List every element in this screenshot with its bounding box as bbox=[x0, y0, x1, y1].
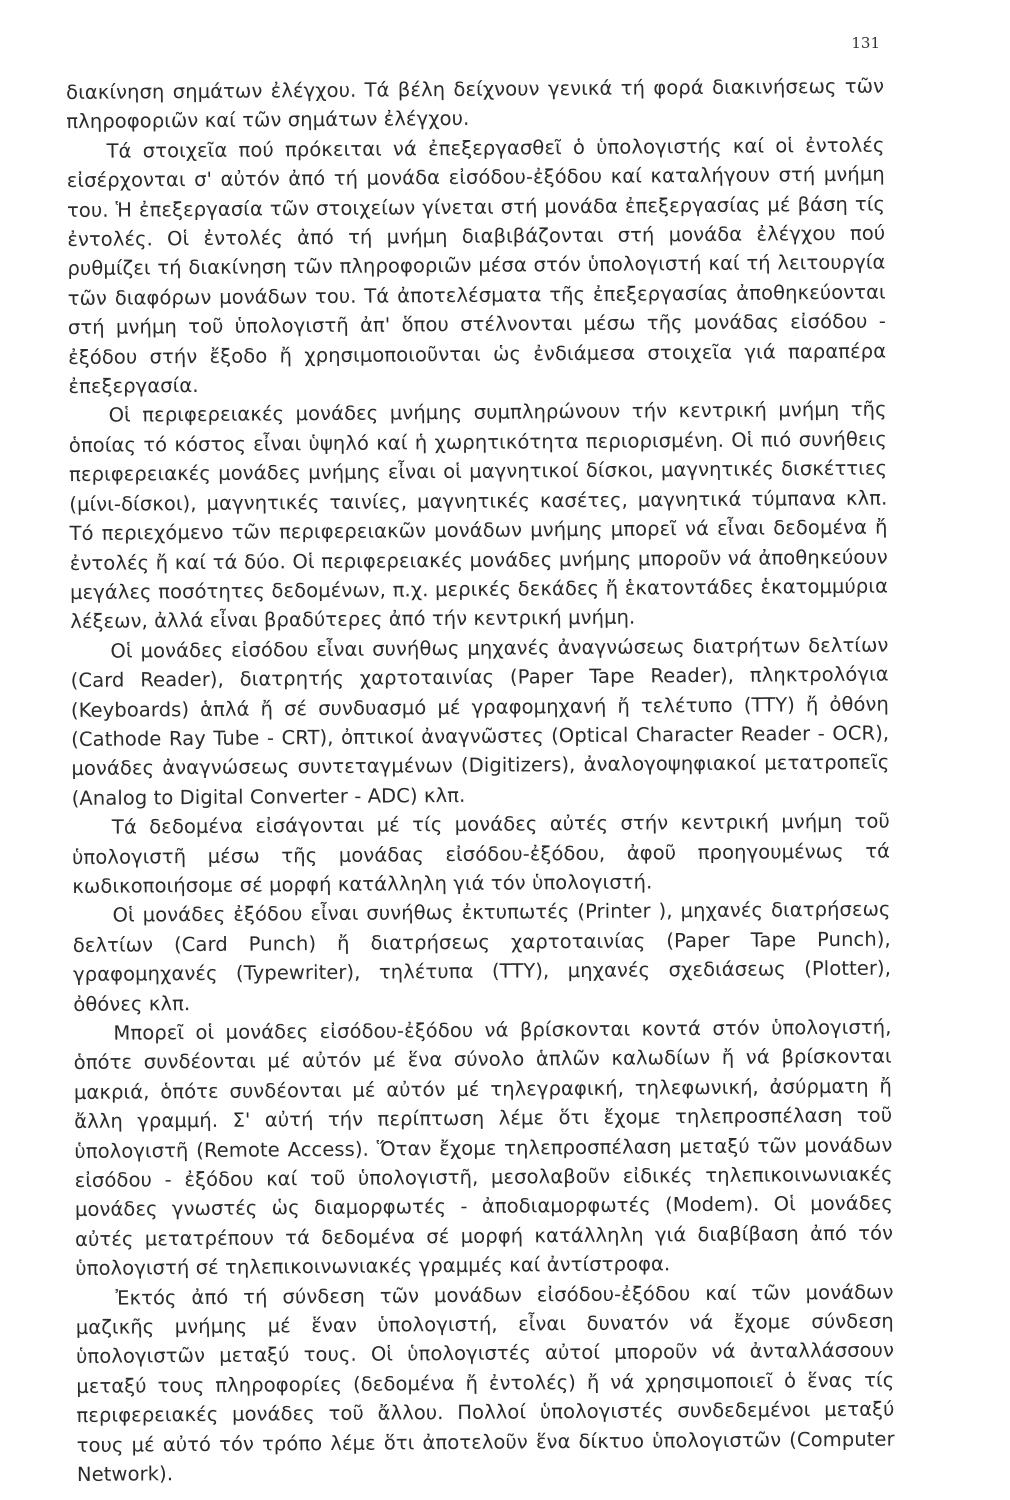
paragraph-3: Οἱ περιφερειακές μονάδες μνήμης συμπληρώνουν τήν κεντρική μνήμη τῆς ὁποίας τό κόστος εἶναι ὑψηλό καί ἡ χωρητικότητα περιορισμένη. Οἱ πιό συνήθεις περιφερειακές μονάδες μνήμης εἶναι οἱ μαγνητικοί δίσκοι, μαγνητικές δισκέττιες (μίνι-δίσκοι), μαγνητικές ταινίες, μαγνητικές κασέτες, μαγνητικά τύμπανα κλπ. Τό περιεχόμενο τῶν περιφερειακῶν μονάδων μνήμης μπορεῖ νά εἶναι δεδομένα ἤ ἐντολές ἤ καί τά δύο. Οἱ περιφερειακές μονάδες μνήμης μποροῦν νά ἀποθηκεύουν μεγάλες ποσότητες δεδομένων, π.χ. μερικές δεκάδες ἤ ἑκατοντάδες ἑκατομμύρια λέξεων, ἀλλά εἶναι βραδύτερες ἀπό τήν κεντρική μνήμη. bbox=[68, 398, 889, 634]
page-number: 131 bbox=[851, 34, 880, 52]
paragraph-1: διακίνηση σημάτων ἐλέγχου. Τά βέλη δείχνουν γενικά τή φορά διακινήσεως τῶν πληροφοριῶν καί τῶν σημάτων ἐλέγχου. bbox=[66, 74, 885, 134]
paragraph-8: Ἐκτός ἀπό τή σύνδεση τῶν μονάδων εἰσόδου-ἐξόδου καί τῶν μονάδων μαζικῆς μνήμης μέ ἕναν ὑπολογιστή, εἶναι δυνατόν νά ἔχομε σύνδεση ὑπολογιστῶν μεταξύ τους. Οἱ ὑπολογιστές αὐτοί μποροῦν νά ἀνταλλάσσουν μεταξύ τους πληροφορίες (δεδομένα ἤ ἐντολές) ἤ νά χρησιμοποιεῖ ὁ ἕνας τίς περιφερειακές μονάδες τοῦ ἄλλου. Πολλοί ὑπολογιστές συνδεδεμένοι μεταξύ τους μέ αὐτό τόν τρόπο λέμε ὅτι ἀποτελοῦν ἕνα δίκτυο ὑπολογιστῶν (Computer Network). bbox=[75, 1280, 895, 1487]
paragraph-4: Οἱ μονάδες εἰσόδου εἶναι συνήθως μηχανές ἀναγνώσεως διατρήτων δελτίων (Card Reader), διατρητής χαρτοταινίας (Paper Tape Reader), πληκτρολόγια (Keyboards) ἁπλά ἤ σέ συνδυασμό μέ γραφομηχανή ἤ τελέτυπο (TTY) ἤ ὀθόνη (Cathode Ray Tube - CRT), ὀπτικοί ἀναγνῶστες (Optical Character Reader - OCR), μονάδες ἀναγνώσεως συντεταγμένων (Digitizers), ἀναλογοψηφιακοί μετατροπεῖς (Analog to Digital Converter - ADC) κλπ. bbox=[70, 633, 890, 810]
paragraph-7: Μπορεῖ οἱ μονάδες εἰσόδου-ἐξόδου νά βρίσκονται κοντά στόν ὑπολογιστή, ὁπότε συνδέονται μέ αὐτόν μέ ἕνα σύνολο ἁπλῶν καλωδίων ἤ νά βρίσκονται μακριά, ὁπότε συνδέονται μέ αὐτόν μέ τηλεγραφική, τηλεφωνική, ἀσύρματη ἤ ἄλλη γραμμή. Σ' αὐτή τήν περίπτωση λέμε ὅτι ἔχομε τηλεπροσπέλαση τοῦ ὑπολογιστῆ (Remote Access). Ὅταν ἔχομε τηλεπροσπέλαση μεταξύ τῶν μονάδων εἰσόδου - ἐξόδου καί τοῦ ὑπολογιστῆ, μεσολαβοῦν εἰδικές τηλεπικοινωνιακές μονάδες γνωστές ὡς διαμορφωτές - ἀποδιαμορφωτές (Modem). Οἱ μονάδες αὐτές μετατρέπουν τά δεδομένα σέ μορφή κατάλληλη γιά διαβίβαση ἀπό τόν ὑπολογιστή σέ τηλεπικοινωνιακές γραμμές καί ἀντίστροφα. bbox=[73, 1015, 894, 1281]
body-text bbox=[66, 72, 895, 1490]
paragraph-6: Οἱ μονάδες ἐξόδου εἶναι συνήθως ἐκτυπωτές (Printer ), μηχανές διατρήσεως δελτίων (Card Punch) ἤ διατρήσεως χαρτοταινίας (Paper Tape Punch), γραφομηχανές (Typewriter), τηλέτυπα (TTY), μηχανές σχεδιάσεως (Plotter), ὀθόνες κλπ. bbox=[72, 897, 892, 1016]
paragraph-2: Τά στοιχεῖα πού πρόκειται νά ἐπεξεργασθεῖ ὁ ὑπολογιστής καί οἱ ἐντολές εἰσέρχονται σ' αὐτόν ἀπό τή μονάδα εἰσόδου-ἐξόδου καί καταλήγουν στή μνήμη του. Ἡ ἐπεξεργασία τῶν στοιχείων γίνεται στή μονάδα ἐπεξεργασίας μέ βάση τίς ἐντολές. Οἱ ἐντολές ἀπό τή μνήμη διαβιβάζονται στή μονάδα ἐλέγχου πού ρυθμίζει τή διακίνηση τῶν πληροφοριῶν μέσα στόν ὑπολογιστή καί τή λειτουργία τῶν διαφόρων μονάδων του. Τά ἀποτελέσματα τῆς ἐπεξεργασίας ἀποθηκεύονται στή μνήμη τοῦ ὑπολογιστῆ ἀπ' ὅπου στέλνονται μέσω τῆς μονάδας εἰσόδου - ἐξόδου στήν ἔξοδο ἤ χρησιμοποιοῦνται ὡς ἐνδιάμεσα στοιχεῖα γιά παραπέρα ἐπεξεργασία. bbox=[66, 133, 887, 399]
paragraph-5: Τά δεδομένα εἰσάγονται μέ τίς μονάδες αὐτές στήν κεντρική μνήμη τοῦ ὑπολογιστῆ μέσω τῆς μονάδας εἰσόδου-ἐξόδου, ἀφοῦ προηγουμένως τά κωδικοποιήσομε σέ μορφή κατάλληλη γιά τόν ὑπολογιστή. bbox=[72, 809, 891, 898]
